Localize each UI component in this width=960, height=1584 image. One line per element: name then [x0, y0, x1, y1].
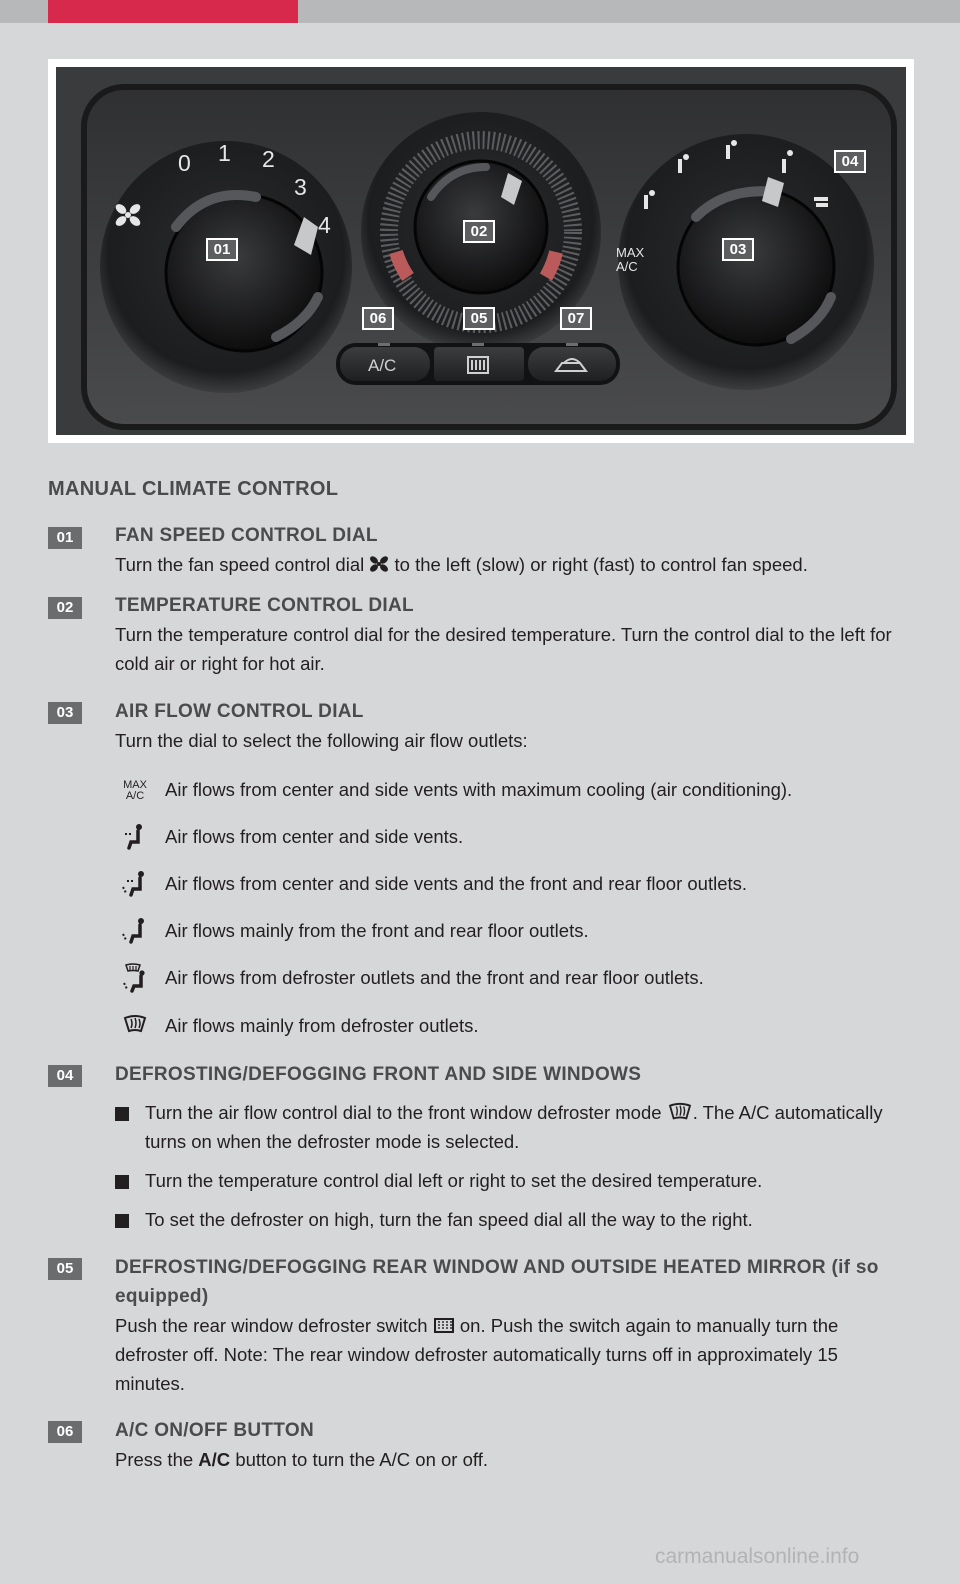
section-body: Push the rear window defroster switch on. Push the switch again to manually turn the defroster off. Note: The rear window defroster automatically turns off in approximately 15 minutes. — [115, 1315, 839, 1394]
rear-defrost-icon — [433, 1317, 455, 1335]
mode-description: Air flows from center and side vents. — [165, 826, 464, 847]
airflow-mode-row — [115, 1011, 915, 1041]
marker-02: 02 — [463, 220, 495, 243]
section-heading: A/C ON/OFF BUTTON — [115, 1420, 314, 1441]
section-body: Press the A/C button to turn the A/C on or off. — [115, 1449, 488, 1470]
watermark: carmanualsonline.info — [655, 1545, 860, 1568]
climate-panel-photo-frame — [48, 59, 914, 443]
climate-panel-illustration — [56, 67, 906, 435]
bi-level-icon — [115, 869, 155, 899]
top-bar-accent — [48, 0, 298, 23]
fan-number: 2 — [262, 146, 275, 172]
top-bar — [0, 0, 960, 23]
max-ac-label: MAX A/C — [616, 245, 645, 274]
fan-icon — [369, 554, 389, 574]
mode-description: Air flows from center and side vents and the front and rear floor outlets. — [165, 873, 748, 894]
climate-panel-photo — [56, 67, 906, 435]
airflow-mode-row — [115, 822, 915, 852]
airflow-mode-row — [115, 775, 915, 805]
section-number: 02 — [48, 597, 82, 619]
defrost-icon — [115, 1011, 155, 1041]
ac-section — [115, 1416, 915, 1474]
section-heading: DEFROSTING/DEFOGGING FRONT AND SIDE WINDOWS — [115, 1064, 642, 1085]
floor-defrost-icon — [115, 963, 155, 993]
airflow-mode-row — [115, 916, 915, 946]
marker-04: 04 — [834, 150, 866, 173]
marker-05: 05 — [463, 307, 495, 330]
fan-number: 1 — [218, 140, 231, 166]
mode-description: Air flows from center and side vents with maximum cooling (air conditioning). — [165, 779, 793, 800]
marker-07: 07 — [560, 307, 592, 330]
defrost-icon — [667, 1102, 693, 1122]
max-ac-icon: MAX A/C — [123, 779, 147, 802]
bullet-item — [115, 1166, 905, 1195]
section-number: 05 — [48, 1258, 82, 1280]
fan-speed-section — [115, 521, 915, 579]
section-number: 04 — [48, 1065, 82, 1087]
bullet-item — [115, 1098, 905, 1156]
section-number: 06 — [48, 1421, 82, 1443]
section-body: Turn the temperature control dial for the desired temperature. Turn the control dial to the left for cold air or right for hot air. — [115, 624, 892, 674]
bullet-square — [115, 1214, 129, 1228]
marker-01: 01 — [206, 238, 238, 261]
section-body: Turn the dial to select the following air flow outlets: — [115, 730, 528, 751]
section-heading: DEFROSTING/DEFOGGING REAR WINDOW AND OUTSIDE HEATED MIRROR (if so equipped) — [115, 1257, 879, 1307]
bullet-item — [115, 1205, 905, 1234]
marker-03: 03 — [722, 238, 754, 261]
fan-number: 0 — [178, 150, 191, 176]
section-body: Turn the fan speed control dial to the left (slow) or right (fast) to control fan speed. — [115, 554, 808, 575]
bullet-text: Turn the temperature control dial left or right to set the desired temperature. — [145, 1170, 763, 1191]
bullet-text: To set the defroster on high, turn the fan speed dial all the way to the right. — [145, 1209, 753, 1230]
airflow-section — [115, 697, 915, 755]
button-row — [336, 343, 620, 385]
mode-description: Air flows from defroster outlets and the front and rear floor outlets. — [165, 967, 704, 988]
page-title: MANUAL CLIMATE CONTROL — [48, 478, 339, 500]
airflow-mode-row — [115, 963, 915, 993]
fan-number: 4 — [318, 212, 331, 238]
section-number: 03 — [48, 702, 82, 724]
bullet-square — [115, 1175, 129, 1189]
defrost-front-section — [115, 1060, 915, 1089]
mode-description: Air flows mainly from defroster outlets. — [165, 1015, 479, 1036]
vent-icon — [115, 822, 155, 852]
mode-description: Air flows mainly from the front and rear floor outlets. — [165, 920, 589, 941]
marker-06: 06 — [362, 307, 394, 330]
ac-button-label: A/C — [368, 356, 397, 375]
section-number: 01 — [48, 527, 82, 549]
airflow-mode-row — [115, 869, 915, 899]
section-heading: AIR FLOW CONTROL DIAL — [115, 701, 364, 722]
section-heading: TEMPERATURE CONTROL DIAL — [115, 595, 414, 616]
bullet-square — [115, 1107, 129, 1121]
floor-icon — [115, 916, 155, 946]
fan-number: 3 — [294, 174, 307, 200]
temperature-section — [115, 591, 915, 678]
defrost-rear-section — [115, 1253, 885, 1398]
section-heading: FAN SPEED CONTROL DIAL — [115, 525, 378, 546]
bullet-text: Turn the air flow control dial to the front window defroster mode . The A/C automatically turns on when the defroster mode is selected. — [145, 1102, 883, 1152]
